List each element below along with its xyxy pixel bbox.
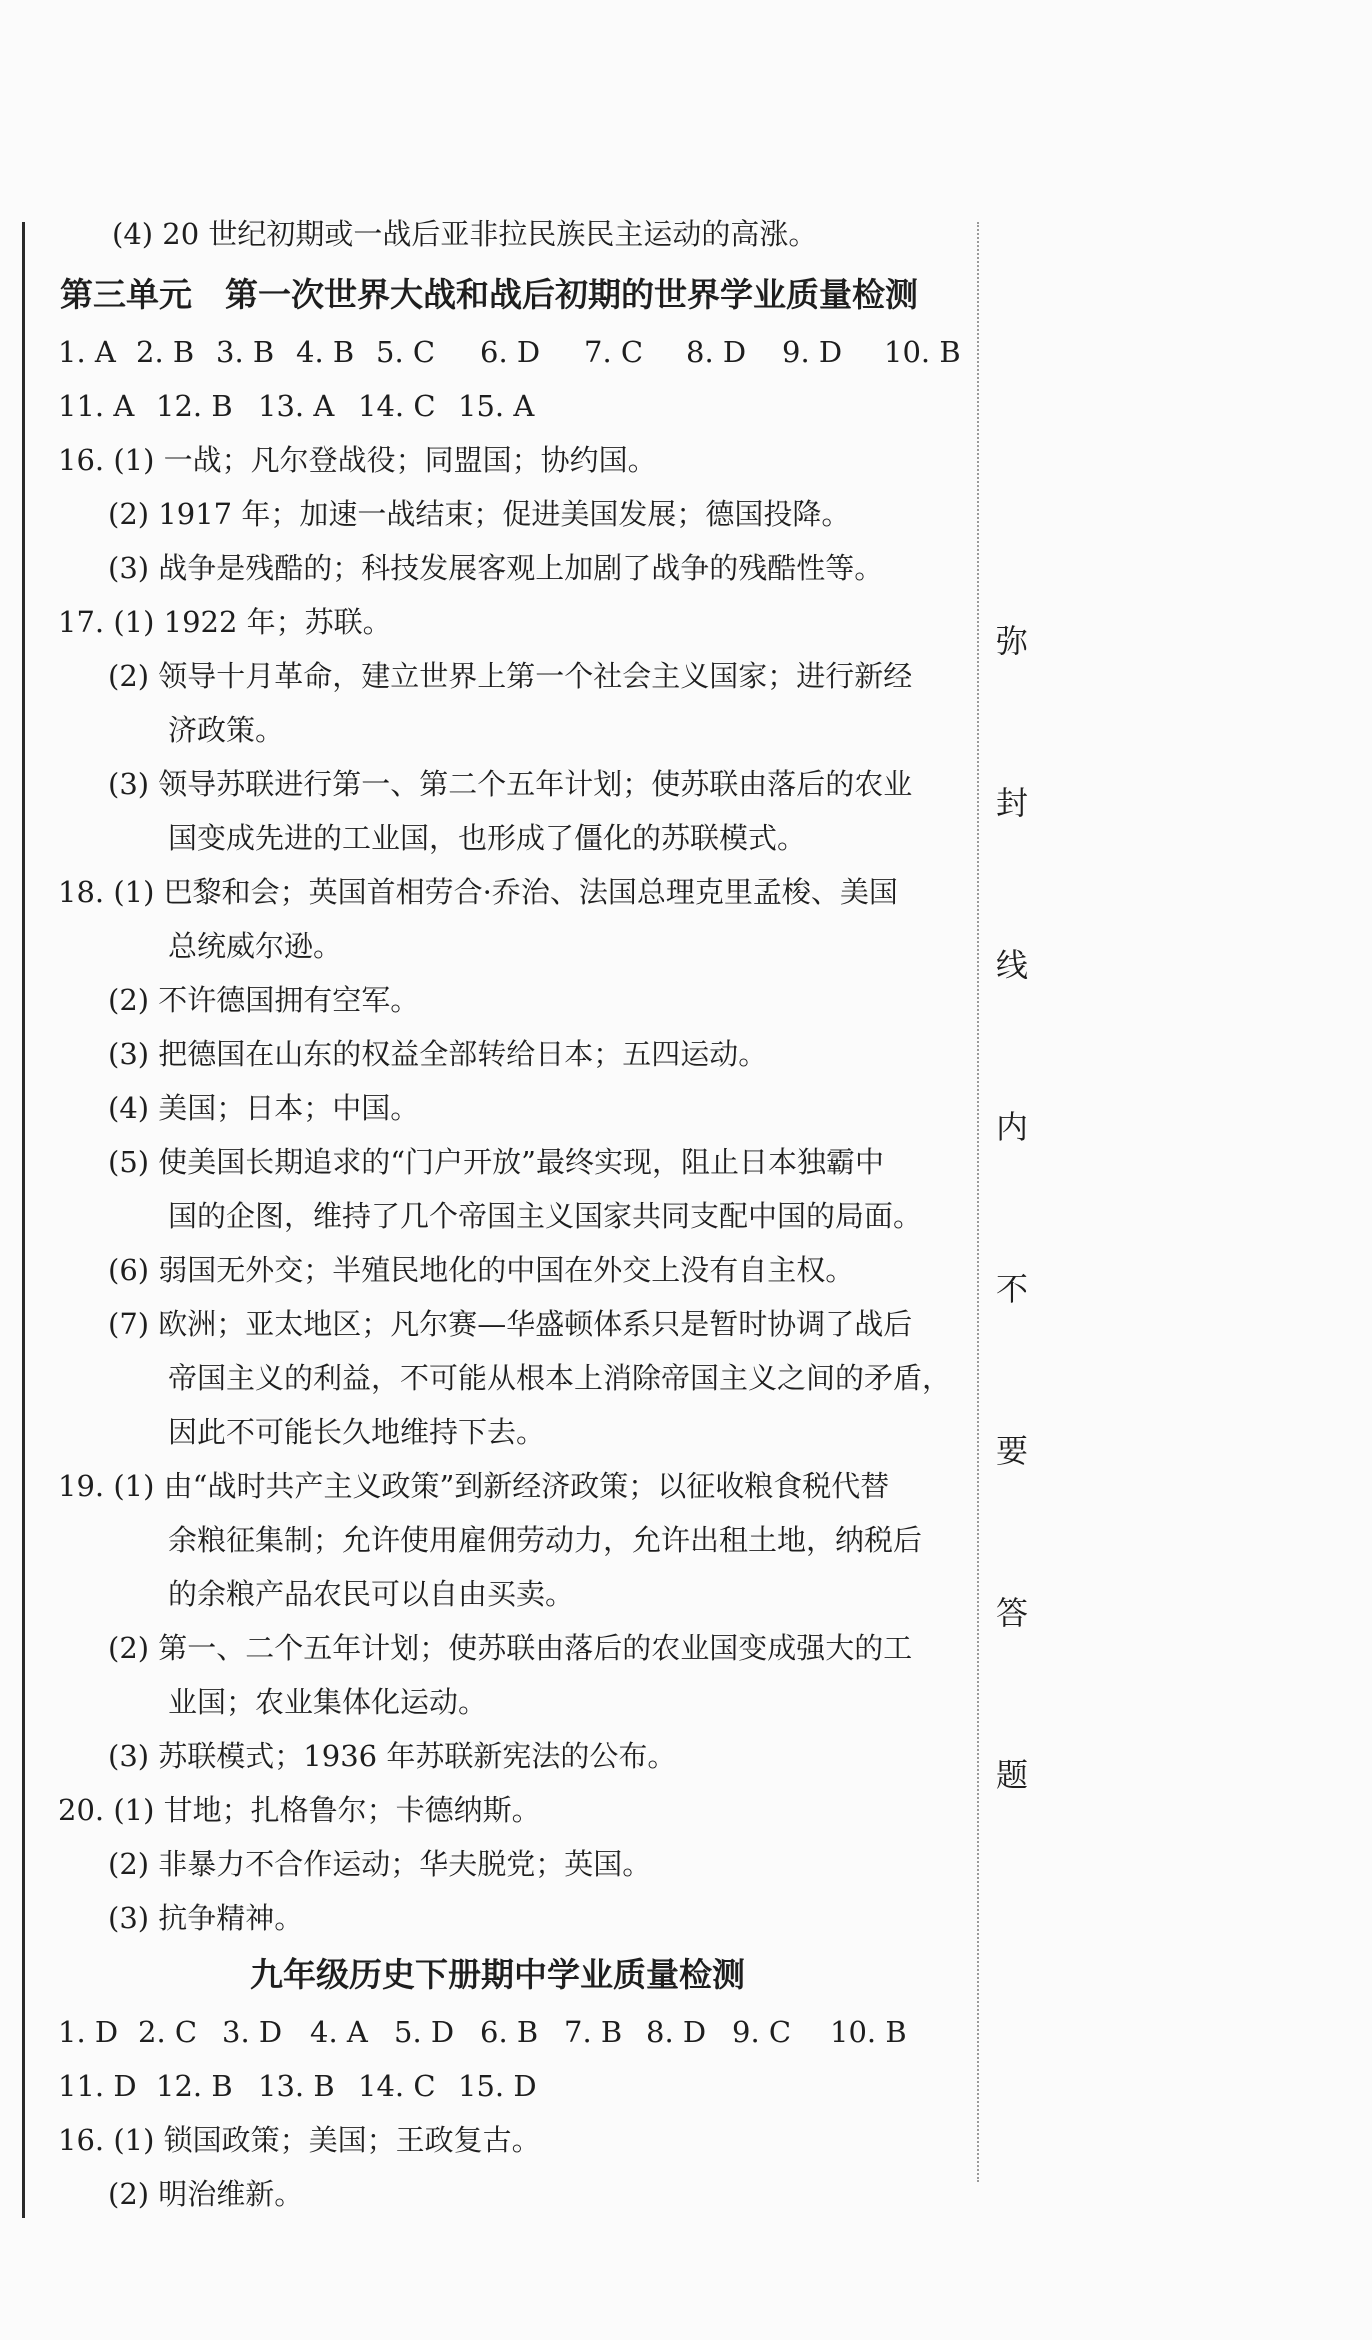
seal-char: 要 bbox=[995, 1432, 1028, 1470]
answer-line: (3) 抗争精神。 bbox=[108, 1901, 304, 1935]
answer-line: 帝国主义的利益，不可能从根本上消除帝国主义之间的矛盾， bbox=[168, 1361, 952, 1395]
choice-answer: 7. B bbox=[564, 2015, 623, 2049]
answer-line: 业国；农业集体化运动。 bbox=[168, 1685, 488, 1719]
seal-dotted-line bbox=[977, 222, 979, 2182]
choice-answer: 5. D bbox=[394, 2015, 455, 2049]
choice-answer: 3. B bbox=[216, 335, 275, 369]
choice-answer: 6. D bbox=[480, 335, 541, 369]
choice-answer: 9. C bbox=[732, 2015, 792, 2049]
choice-answer: 10. B bbox=[884, 335, 961, 369]
section-title: 第三单元 第一次世界大战和战后初期的世界学业质量检测 bbox=[60, 275, 918, 314]
choice-answer: 6. B bbox=[480, 2015, 539, 2049]
seal-char: 不 bbox=[995, 1270, 1028, 1308]
answer-line: (2) 1917 年；加速一战结束；促进美国发展；德国投降。 bbox=[108, 497, 851, 531]
left-margin-rule bbox=[22, 222, 25, 2218]
answer-line: (2) 明治维新。 bbox=[108, 2177, 304, 2211]
choice-answer: 10. B bbox=[830, 2015, 907, 2049]
choice-answer: 15. D bbox=[458, 2069, 537, 2103]
answer-line: 国的企图，维持了几个帝国主义国家共同支配中国的局面。 bbox=[168, 1199, 923, 1233]
choice-answer: 4. A bbox=[310, 2015, 368, 2049]
choice-answer: 1. D bbox=[58, 2015, 119, 2049]
choice-answer: 15. A bbox=[458, 389, 535, 423]
answer-line: 17. (1) 1922 年；苏联。 bbox=[58, 605, 392, 639]
answer-line: 16. (1) 锁国政策；美国；王政复古。 bbox=[58, 2123, 541, 2157]
choice-answer: 4. B bbox=[296, 335, 355, 369]
answer-line: (7) 欧洲；亚太地区；凡尔赛—华盛顿体系只是暂时协调了战后 bbox=[108, 1307, 913, 1341]
answer-line: (6) 弱国无外交；半殖民地化的中国在外交上没有自主权。 bbox=[108, 1253, 855, 1287]
seal-char: 封 bbox=[995, 784, 1028, 822]
choice-answer: 11. D bbox=[58, 2069, 137, 2103]
seal-char: 弥 bbox=[995, 622, 1028, 660]
choice-answer: 9. D bbox=[782, 335, 843, 369]
answer-line: 20. (1) 甘地；扎格鲁尔；卡德纳斯。 bbox=[58, 1793, 541, 1827]
seal-char: 内 bbox=[995, 1108, 1028, 1146]
choice-answer: 2. C bbox=[138, 2015, 198, 2049]
answer-line: (3) 战争是残酷的；科技发展客观上加剧了战争的残酷性等。 bbox=[108, 551, 884, 585]
answer-line: (2) 第一、二个五年计划；使苏联由落后的农业国变成强大的工 bbox=[108, 1631, 913, 1665]
section-title: 九年级历史下册期中学业质量检测 bbox=[250, 1955, 745, 1994]
answer-line: 总统威尔逊。 bbox=[168, 929, 343, 963]
choice-answer: 12. B bbox=[156, 2069, 233, 2103]
choice-answer: 8. D bbox=[686, 335, 747, 369]
answer-line: (2) 非暴力不合作运动；华夫脱党；英国。 bbox=[108, 1847, 652, 1881]
choice-answer: 14. C bbox=[358, 2069, 436, 2103]
choice-answer: 12. B bbox=[156, 389, 233, 423]
answer-line: (2) 领导十月革命，建立世界上第一个社会主义国家；进行新经 bbox=[108, 659, 913, 693]
answer-line: 16. (1) 一战；凡尔登战役；同盟国；协约国。 bbox=[58, 443, 657, 477]
answer-line: (4) 美国；日本；中国。 bbox=[108, 1091, 420, 1125]
answer-line: (2) 不许德国拥有空军。 bbox=[108, 983, 420, 1017]
choice-answer: 1. A bbox=[58, 335, 116, 369]
answer-line: 19. (1) 由“战时共产主义政策”到新经济政策；以征收粮食税代替 bbox=[58, 1469, 890, 1503]
answer-line: (4) 20 世纪初期或一战后亚非拉民族民主运动的高涨。 bbox=[112, 217, 818, 251]
answer-line: (3) 把德国在山东的权益全部转给日本；五四运动。 bbox=[108, 1037, 768, 1071]
answer-line: 余粮征集制；允许使用雇佣劳动力，允许出租土地，纳税后 bbox=[168, 1523, 923, 1557]
choice-answer: 2. B bbox=[136, 335, 195, 369]
answer-line: 济政策。 bbox=[168, 713, 285, 747]
answer-line: 国变成先进的工业国，也形成了僵化的苏联模式。 bbox=[168, 821, 807, 855]
choice-answer: 14. C bbox=[358, 389, 436, 423]
choice-answer: 13. A bbox=[258, 389, 335, 423]
answer-line: 18. (1) 巴黎和会；英国首相劳合·乔治、法国总理克里孟梭、美国 bbox=[58, 875, 898, 909]
seal-char: 答 bbox=[995, 1594, 1028, 1632]
answer-line: 的余粮产品农民可以自由买卖。 bbox=[168, 1577, 575, 1611]
choice-answer: 3. D bbox=[222, 2015, 283, 2049]
choice-answer: 13. B bbox=[258, 2069, 335, 2103]
choice-answer: 7. C bbox=[584, 335, 644, 369]
choice-answer: 11. A bbox=[58, 389, 135, 423]
answer-line: (3) 领导苏联进行第一、第二个五年计划；使苏联由落后的农业 bbox=[108, 767, 913, 801]
choice-answer: 8. D bbox=[646, 2015, 707, 2049]
answer-line: 因此不可能长久地维持下去。 bbox=[168, 1415, 546, 1449]
choice-answer: 5. C bbox=[376, 335, 436, 369]
seal-char: 线 bbox=[995, 946, 1028, 984]
seal-char: 题 bbox=[995, 1756, 1028, 1794]
answer-line: (3) 苏联模式；1936 年苏联新宪法的公布。 bbox=[108, 1739, 677, 1773]
answer-line: (5) 使美国长期追求的“门户开放”最终实现，阻止日本独霸中 bbox=[108, 1145, 884, 1179]
